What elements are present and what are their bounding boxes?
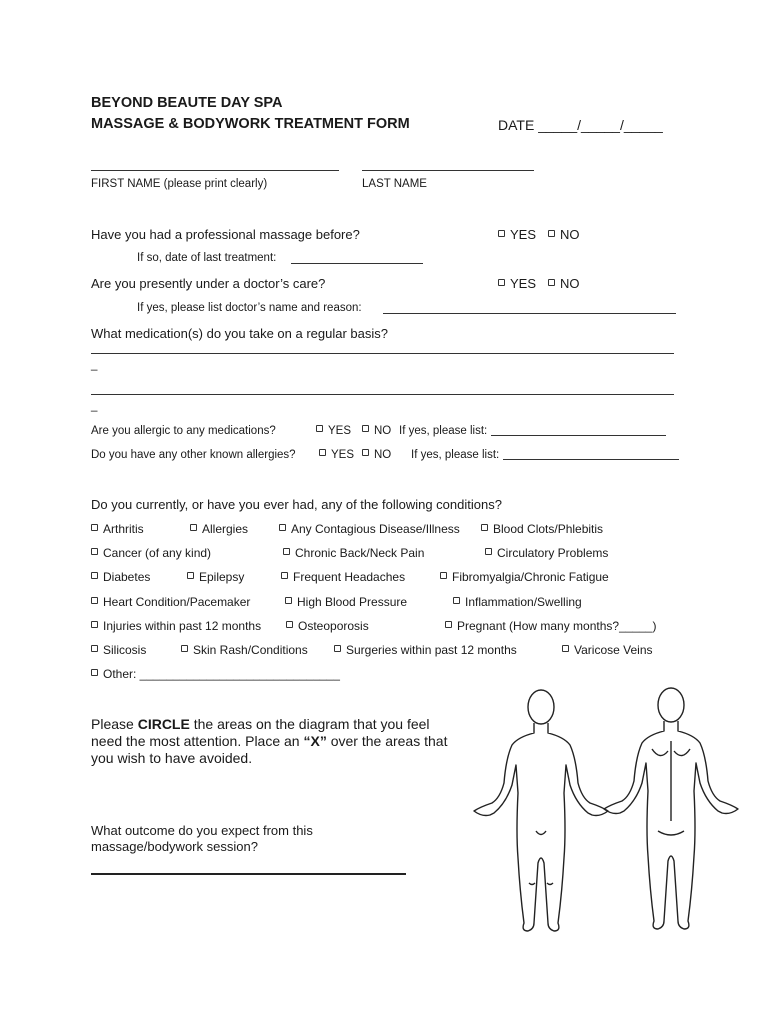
spa-name: BEYOND BEAUTE DAY SPA (91, 95, 283, 111)
checkbox-icon[interactable] (283, 548, 290, 555)
dash-2: _ (91, 400, 98, 412)
condition-contagious[interactable]: Any Contagious Disease/Illness (279, 522, 460, 536)
checkbox-icon[interactable] (319, 449, 326, 456)
condition-diabetes[interactable]: Diabetes (91, 570, 150, 584)
condition-surgeries[interactable]: Surgeries within past 12 months (334, 643, 517, 657)
condition-blood-clots[interactable]: Blood Clots/Phlebitis (481, 522, 603, 536)
condition-silicosis[interactable]: Silicosis (91, 643, 146, 657)
condition-back-neck[interactable]: Chronic Back/Neck Pain (283, 546, 424, 560)
checkbox-icon[interactable] (548, 230, 555, 237)
condition-blood-pressure[interactable]: High Blood Pressure (285, 595, 407, 609)
checkbox-icon[interactable] (187, 572, 194, 579)
q4-no-option[interactable]: NO (362, 425, 391, 437)
last-name-line[interactable] (362, 170, 534, 171)
checkbox-icon[interactable] (91, 621, 98, 628)
condition-headaches[interactable]: Frequent Headaches (281, 570, 405, 584)
checkbox-icon[interactable] (181, 645, 188, 652)
condition-allergies[interactable]: Allergies (190, 522, 248, 536)
checkbox-icon[interactable] (91, 572, 98, 579)
q1-no-option[interactable]: NO (548, 227, 580, 242)
other-allergy-list-line[interactable] (503, 459, 679, 460)
question-prior-massage: Have you had a professional massage before? (91, 227, 360, 242)
checkbox-icon[interactable] (440, 572, 447, 579)
date-field[interactable]: DATE _____/_____/_____ (498, 117, 663, 133)
condition-other[interactable]: Other: ______________________________ (91, 667, 340, 681)
checkbox-icon[interactable] (91, 669, 98, 676)
question-med-allergy: Are you allergic to any medications? (91, 425, 276, 437)
medications-line-2[interactable] (91, 394, 674, 395)
doctor-reason-line[interactable] (383, 313, 676, 314)
medications-line-1[interactable] (91, 353, 674, 354)
q2-yes-option[interactable]: YES (498, 276, 536, 291)
condition-injuries[interactable]: Injuries within past 12 months (91, 619, 261, 633)
med-allergy-list-line[interactable] (491, 435, 666, 436)
question-doctor-care: Are you presently under a doctor’s care? (91, 276, 326, 291)
checkbox-icon[interactable] (91, 645, 98, 652)
outcome-question: What outcome do you expect from this massage/bodywork session? (91, 823, 313, 854)
conditions-heading: Do you currently, or have you ever had, any of the following conditions? (91, 497, 502, 512)
question-medications: What medication(s) do you take on a regular basis? (91, 326, 388, 341)
condition-circulatory[interactable]: Circulatory Problems (485, 546, 608, 560)
body-diagram-back[interactable] (596, 681, 746, 936)
med-allergy-list-label: If yes, please list: (399, 425, 488, 437)
checkbox-icon[interactable] (334, 645, 341, 652)
checkbox-icon[interactable] (453, 597, 460, 604)
first-name-label: FIRST NAME (please print clearly) (91, 178, 268, 190)
dash-1: _ (91, 359, 98, 371)
checkbox-icon[interactable] (481, 524, 488, 531)
first-name-line[interactable] (91, 170, 339, 171)
checkbox-icon[interactable] (562, 645, 569, 652)
checkbox-icon[interactable] (362, 449, 369, 456)
condition-arthritis[interactable]: Arthritis (91, 522, 144, 536)
q4-yes-option[interactable]: YES (316, 425, 351, 437)
q5-no-option[interactable]: NO (362, 449, 391, 461)
checkbox-icon[interactable] (91, 597, 98, 604)
condition-pregnant[interactable]: Pregnant (How many months?_____) (445, 619, 656, 633)
diagram-instructions: Please CIRCLE the areas on the diagram that you feel need the most attention. Place an “X” over the areas that you wish to have avoided. (91, 716, 448, 766)
checkbox-icon[interactable] (286, 621, 293, 628)
condition-inflammation[interactable]: Inflammation/Swelling (453, 595, 582, 609)
checkbox-icon[interactable] (445, 621, 452, 628)
last-treatment-line[interactable] (291, 263, 423, 264)
last-name-label: LAST NAME (362, 178, 427, 190)
checkbox-icon[interactable] (498, 279, 505, 286)
condition-osteoporosis[interactable]: Osteoporosis (286, 619, 369, 633)
q1-yes-option[interactable]: YES (498, 227, 536, 242)
checkbox-icon[interactable] (362, 425, 369, 432)
other-allergy-list-label: If yes, please list: (411, 449, 500, 461)
checkbox-icon[interactable] (485, 548, 492, 555)
body-diagram-front[interactable] (466, 683, 616, 938)
outcome-answer-line[interactable] (91, 873, 406, 875)
condition-fibromyalgia[interactable]: Fibromyalgia/Chronic Fatigue (440, 570, 609, 584)
checkbox-icon[interactable] (281, 572, 288, 579)
checkbox-icon[interactable] (548, 279, 555, 286)
checkbox-icon[interactable] (91, 548, 98, 555)
question-other-allergies: Do you have any other known allergies? (91, 449, 296, 461)
doctor-reason-label: If yes, please list doctor’s name and reason: (137, 302, 362, 314)
condition-epilepsy[interactable]: Epilepsy (187, 570, 244, 584)
checkbox-icon[interactable] (498, 230, 505, 237)
last-treatment-label: If so, date of last treatment: (137, 252, 277, 264)
condition-varicose[interactable]: Varicose Veins (562, 643, 653, 657)
q5-yes-option[interactable]: YES (319, 449, 354, 461)
checkbox-icon[interactable] (190, 524, 197, 531)
q2-no-option[interactable]: NO (548, 276, 580, 291)
condition-skin-rash[interactable]: Skin Rash/Conditions (181, 643, 308, 657)
checkbox-icon[interactable] (279, 524, 286, 531)
checkbox-icon[interactable] (285, 597, 292, 604)
condition-heart[interactable]: Heart Condition/Pacemaker (91, 595, 250, 609)
form-title: MASSAGE & BODYWORK TREATMENT FORM (91, 116, 410, 132)
checkbox-icon[interactable] (316, 425, 323, 432)
checkbox-icon[interactable] (91, 524, 98, 531)
condition-cancer[interactable]: Cancer (of any kind) (91, 546, 211, 560)
